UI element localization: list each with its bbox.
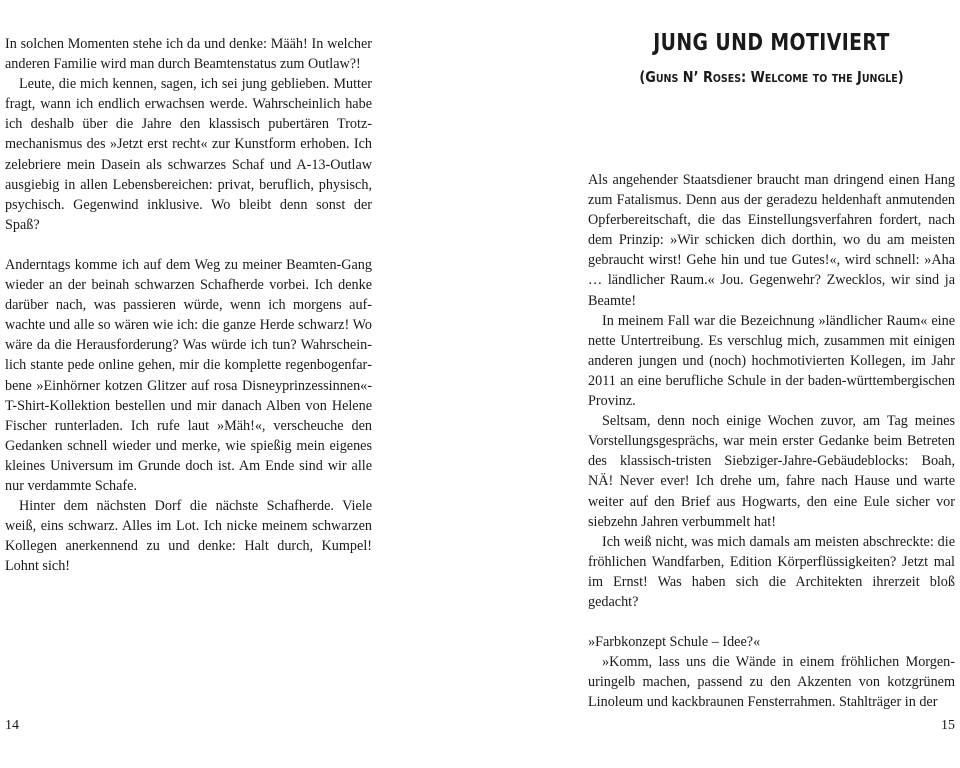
page-number: 15 <box>941 718 955 733</box>
paragraph: »Farbkonzept Schule – Idee?« <box>588 634 761 651</box>
page-number: 14 <box>5 718 19 733</box>
right-page-body <box>588 170 955 712</box>
paragraph: Seltsam, denn noch einige Wochen zuvor, am Tag meines Vorstellungsgesprächs, war mein erster Gedanke beim Betreten des klassisch-tristen Siebziger-Jahre-Gebäudeblocks: Boah, NÄ! Never ever! Ich drehe um, fahre nach Hause und warte weiter auf den Brief aus Hogwarts, den eine Eule sicher vor siebzehn Jahren verbummelt hat! <box>588 413 955 530</box>
chapter-subtitle: (Guns N’ Roses: Welcome to the Jungle) <box>639 68 904 86</box>
paragraph: Als angehender Staatsdiener braucht man dringend einen Hang zum Fatalismus. Denn aus der geradezu heldenhaft anmutenden Opferbereitschaft, die das Einstellungsverfahren fordert, nach dem Prinzip: »Wir schicken dich dorthin, wo du am meisten gebraucht wirst! Gehe hin und tue Gutes!«, wird schnell: »Aha … ländlicher Raum.« Jou. Gegenwehr? Zwecklos, wir sind ja Beamte! <box>588 172 955 309</box>
chapter-title: JUNG UND MOTIVIERT <box>653 30 890 56</box>
paragraph: In meinem Fall war die Bezeichnung »ländlicher Raum« eine nette Untertreibung. Es verschlug mich, zusammen mit einigen anderen jungen und (noch) hochmotivierten Kollegen, im Jahr 2011 an eine berufliche Schule in der baden-württembergischen Provinz. <box>588 312 955 410</box>
paragraph: Hinter dem nächsten Dorf die nächste Schafherde. Viele weiß, eins schwarz. Alles im Lot. Ich nicke meinem schwarzen Kollegen anerkennend zu und denke: Halt durch, Kumpel! Lohnt sich! <box>5 498 372 575</box>
right-page <box>480 0 960 768</box>
left-page-body <box>5 34 372 576</box>
paragraph: »Komm, lass uns die Wände in einem fröhlichen Morgenuringelb machen, passend zu den Akzenten von kotzgrünem Linoleum und kackbraunen Fensterrahmen. Stahlträger in der <box>588 654 955 711</box>
paragraph: In solchen Momenten stehe ich da und denke: Määh! In welcher anderen Familie wird man durch Beamtenstatus zum Outlaw?! <box>5 36 372 73</box>
paragraph: Anderntags komme ich auf dem Weg zu meiner Beamten-Gang wieder an der beinah schwarzen Schafherde vorbei. Ich denke darüber nach, was passieren würde, wenn ich morgens aufwachte und alle so wären wie ich: die ganze Herde schwarz! Wo wäre da die Herausforderung? Was würde ich tun? Wahrscheinlich stante pede online gehen, mir die komplette regenbogenfarbene »Einhörner kotzen Glitzer auf rosa Disneyprinzessinnen«-T-Shirt-Kollektion bestellen und mir danach Alben von Helene Fischer runterladen. Ich rufe laut »Mäh!«, verscheuche den Gedanken schnell wieder und merke, wie spießig mein eigenes kleines Universum im Grunde doch ist. Am Ende sind wir alle nur verdammte Schafe. <box>5 256 372 494</box>
paragraph: Leute, die mich kennen, sagen, ich sei jung geblieben. Mutter fragt, wann ich endlich erwachsen werde. Wahrscheinlich habe ich deshalb über die Jahre den klassisch pubertären Trotzmechanismus des »Jetzt erst recht« zur Kunstform erhoben. Ich zelebriere mein Dasein als schwarzes Schaf und A-13-Outlaw ausgiebig in allen Lebensbereichen: privat, beruflich, physisch, psychisch. Gegenwind inklusive. Wo bleibt denn sonst der Spaß? <box>5 76 372 233</box>
paragraph: Ich weiß nicht, was mich damals am meisten abschreckte: die fröhlichen Wandfarben, Edition Körperflüssigkeiten? Jetzt mal im Ernst! Was haben sich die Architekten ihrerzeit bloß gedacht? <box>588 533 955 610</box>
